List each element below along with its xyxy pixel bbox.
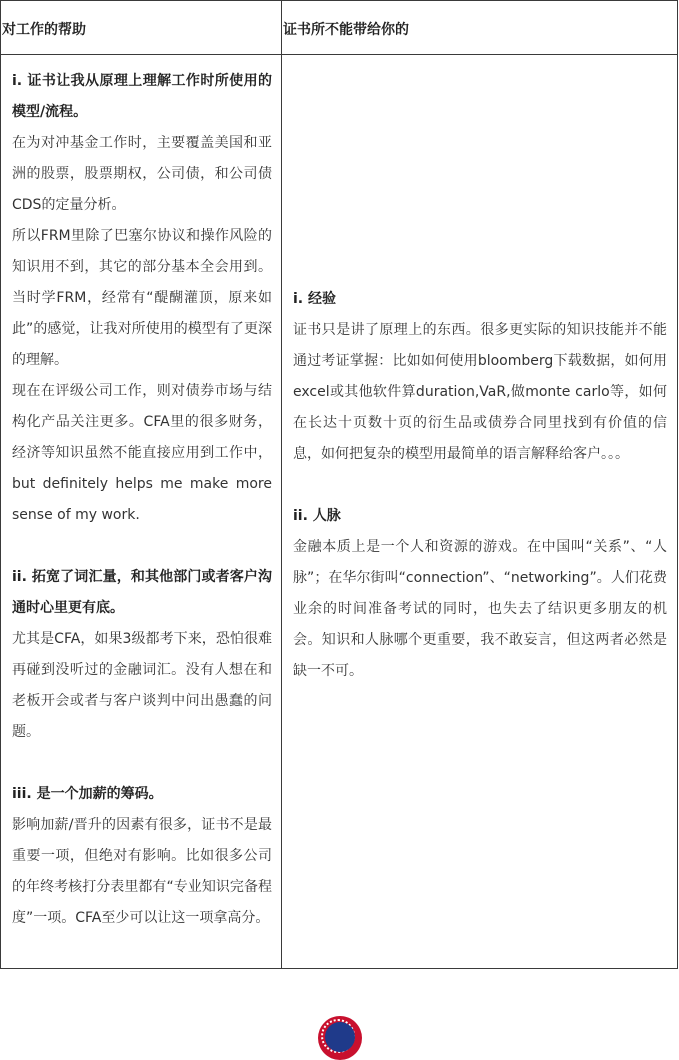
spacer (293, 470, 667, 501)
spacer (12, 531, 272, 562)
right-paragraph-1: 证书只是讲了原理上的东西。很多更实际的知识技能并不能通过考证掌握：比如如何使用bloomberg下载数据，如何用excel或其他软件算duration,VaR,做monte carlo等，如何在长达十页数十页的衍生品或债券合同里找到有价值的信息，如何把复杂的模型用最简单的语言解释给客户。。。 (293, 322, 667, 462)
right-heading-2: ii. 人脉 (293, 508, 341, 524)
left-paragraph-1: 在为对冲基金工作时，主要覆盖美国和亚洲的股票，股票期权，公司债，和公司债CDS的定量分析。 (12, 135, 272, 213)
left-cell-content (12, 66, 272, 934)
left-paragraph-3: 现在在评级公司工作，则对债券市场与结构化产品关注更多。CFA里的很多财务，经济等知识虽然不能直接应用到工作中，but definitely helps me make more sense of my work. (12, 383, 272, 523)
header-what-certificate-cannot-give: 证书所不能带给你的 (283, 22, 409, 38)
header-row-divider (1, 54, 677, 55)
column-divider (281, 1, 282, 968)
spacer (12, 748, 272, 779)
left-paragraph-4: 尤其是CFA，如果3级都考下来，恐怕很难再碰到没听过的金融词汇。没有人想在和老板开会或者与客户谈判中问出愚蠢的问题。 (12, 631, 272, 740)
logo-inner-circle (325, 1022, 355, 1052)
left-heading-2: ii. 拓宽了词汇量，和其他部门或者客户沟通时心里更有底。 (12, 569, 272, 616)
left-heading-3: iii. 是一个加薪的筹码。 (12, 786, 163, 802)
left-paragraph-2: 所以FRM里除了巴塞尔协议和操作风险的知识用不到，其它的部分基本全会用到。当时学FRM，经常有“醍醐灌顶，原来如此”的感觉，让我对所使用的模型有了更深的理解。 (12, 228, 272, 368)
brand-logo-icon (318, 1016, 362, 1060)
right-cell-content (293, 284, 667, 687)
left-heading-1: i. 证书让我从原理上理解工作时所使用的模型/流程。 (12, 73, 272, 120)
right-heading-1: i. 经验 (293, 291, 336, 307)
left-paragraph-5: 影响加薪/晋升的因素有很多，证书不是最重要一项，但绝对有影响。比如很多公司的年终考核打分表里都有“专业知识完备程度”一项。CFA至少可以让这一项拿高分。 (12, 817, 272, 926)
header-work-benefits: 对工作的帮助 (2, 22, 86, 38)
right-paragraph-2: 金融本质上是一个人和资源的游戏。在中国叫“关系”、“人脉”；在华尔街叫“connection”、“networking”。人们花费业余的时间准备考试的同时，也失去了结识更多朋友的机会。知识和人脉哪个更重要，我不敢妄言，但这两者必然是缺一不可。 (293, 539, 667, 679)
